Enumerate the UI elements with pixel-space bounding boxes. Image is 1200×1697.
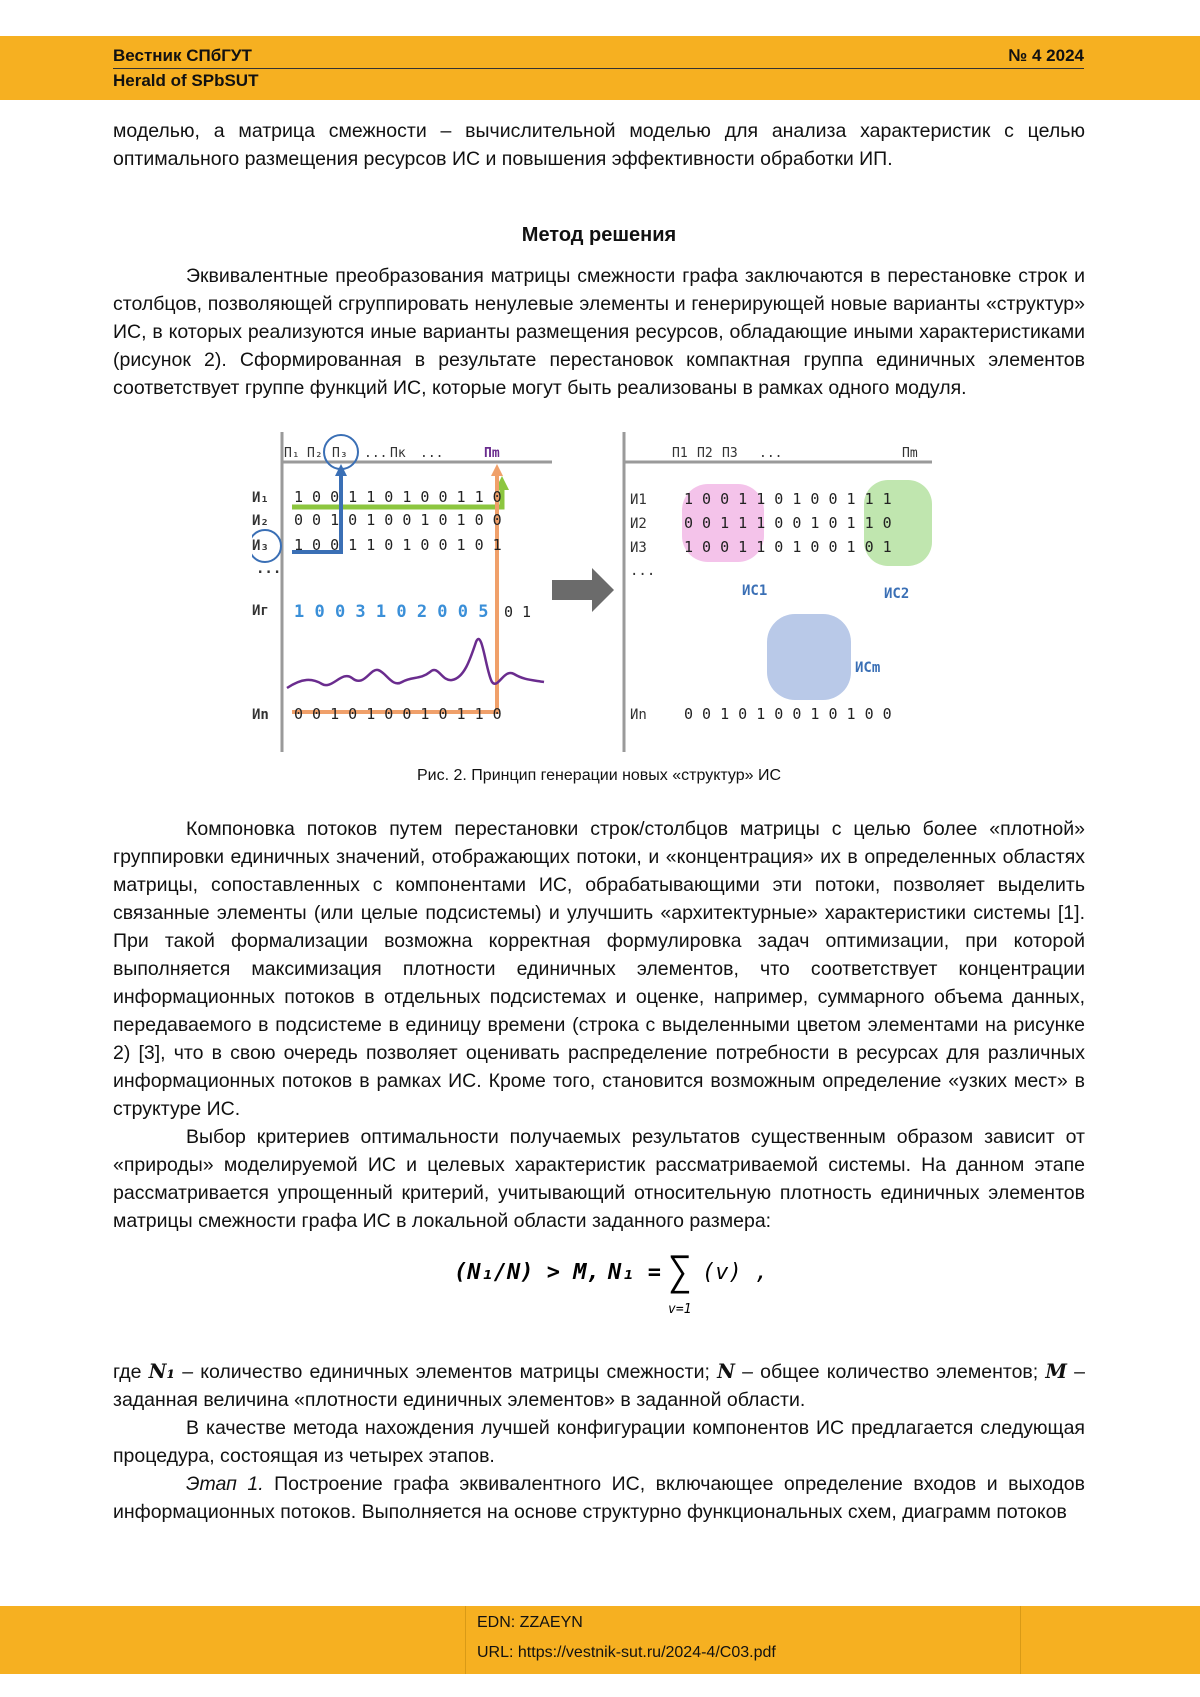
formula-sub: v=1 xyxy=(668,1302,692,1317)
left-col-p3: П₃ xyxy=(332,446,348,461)
in-label: Иn xyxy=(252,707,269,723)
ig-label: Иг xyxy=(252,603,269,619)
cluster-label-is1: ИС1 xyxy=(742,583,768,599)
cluster-ism-blob xyxy=(767,614,851,700)
left-row-values-3: 1 0 0 1 1 0 1 0 0 1 0 1 xyxy=(294,536,502,554)
paragraph-2-3-block xyxy=(113,815,1085,1235)
where-paragraph: где N₁ – количество единичных элементов матрицы смежности; N – общее количество элементов; M – заданная величина «плотности единичных элементов» в заданной области. xyxy=(113,1360,1085,1411)
stage-1-label: Этап 1. xyxy=(186,1473,264,1495)
footer-edn: EDN: ZZAEYN xyxy=(477,1614,583,1631)
ig-tail: 0 1 xyxy=(504,603,532,621)
transform-arrow xyxy=(552,568,614,612)
right-row-label-2: И2 xyxy=(630,516,647,532)
left-col-dots-2: ... xyxy=(420,446,444,461)
left-col-p1: П₁ xyxy=(284,446,300,461)
cluster-label-is2: ИС2 xyxy=(884,586,910,602)
paragraph-3: Выбор критериев оптимальности получаемых результатов существенным образом зависит от «природы» моделируемой ИС и целевых характеристик рассматриваемой системы. На данном этапе рассматривается упрощенный критерий, учитывающий относительную плотность единичных элементов матрицы смежности графа ИС в локальной области заданного размера: xyxy=(113,1126,1085,1232)
footer-url-link[interactable]: URL: https://vestnik-sut.ru/2024-4/C03.pdf xyxy=(477,1644,776,1661)
intro-block xyxy=(113,117,1085,173)
left-col-dots-1: ... xyxy=(364,446,388,461)
figure-caption: Рис. 2. Принцип генерации новых «структур» ИС xyxy=(417,767,781,784)
right-row-label-1: И1 xyxy=(630,492,647,508)
right-row-values-1: 1 0 0 1 1 0 1 0 0 1 1 1 xyxy=(684,490,892,508)
stage-1-paragraph xyxy=(113,1470,1085,1526)
page-footer xyxy=(0,1606,1200,1674)
left-col-pk: Пк xyxy=(390,446,406,461)
left-row-label-3: И₃ xyxy=(252,538,269,554)
in-values: 0 0 1 0 1 0 0 1 0 1 1 0 xyxy=(294,705,502,723)
left-col-pm: Пm xyxy=(484,446,500,461)
page-header xyxy=(0,36,1200,100)
right-in-label: Иn xyxy=(630,707,647,723)
formula-arg: (v) , xyxy=(702,1260,769,1285)
figure-2 xyxy=(252,432,948,762)
formula-sum: ∑ xyxy=(668,1249,693,1295)
right-col-p2: П2 xyxy=(697,446,713,461)
cluster-label-ism: ИСm xyxy=(855,660,881,676)
issue-number: № 4 2024 xyxy=(1008,46,1084,65)
var-n1: N₁ xyxy=(148,1360,176,1383)
section-title: Метод решения xyxy=(521,224,677,246)
paragraph-4-block xyxy=(113,1358,1085,1526)
density-curve xyxy=(287,639,544,688)
right-col-p3: П3 xyxy=(722,446,738,461)
right-row-values-3: 1 0 0 1 1 0 1 0 0 1 0 1 xyxy=(684,538,892,556)
figure-2-svg xyxy=(252,432,948,762)
paragraph-1-block xyxy=(113,262,1085,402)
footer-divider-right xyxy=(1020,1606,1021,1674)
journal-title-ru: Вестник СПбГУТ xyxy=(113,46,252,65)
right-col-p1: П1 xyxy=(672,446,688,461)
formula-n1: N₁ = xyxy=(608,1260,661,1285)
paragraph-1: Эквивалентные преобразования матрицы смежности графа заключаются в перестановке строк и столбцов, позволяющей сгруппировать ненулевые элементы и генерирующей новые варианты «структур» ИС, в которых реализуются иные варианты размещения ресурсов, обладающие иными характеристиками (рисунок 2). Сформированная в результате перестановок компактная группа единичных элементов соответствует группе функций ИС, которые могут быть реализованы в рамках одного модуля. xyxy=(113,265,1085,399)
right-col-dots: ... xyxy=(759,446,783,461)
formula-lhs: (N₁/N) > M, xyxy=(454,1260,600,1285)
intro-paragraph: моделью, а матрица смежности – вычислительной моделью для анализа характеристик с целью оптимального размещения ресурсов ИС и повышения эффективности обработки ИП. xyxy=(113,120,1085,170)
right-in-values: 0 0 1 0 1 0 0 1 0 1 0 0 xyxy=(684,705,892,723)
var-m: M xyxy=(1045,1360,1067,1383)
footer-divider-left xyxy=(465,1606,466,1674)
stage-1-text: Построение графа эквивалентного ИС, включающее определение входов и выходов информационных потоков. Выполняется на основе структурно функциональных схем, диаграмм потоков xyxy=(113,1473,1085,1523)
right-col-pm: Пm xyxy=(902,446,918,461)
formula xyxy=(450,1245,770,1325)
right-ellipsis: ... xyxy=(630,563,656,579)
var-n: N xyxy=(717,1360,735,1383)
paragraph-2: Компоновка потоков путем перестановки строк/столбцов матрицы с целью более «плотной» группировки единичных значений, отображающих потоки, и «концентрация» их в определенных областях матрицы, сопоставленных с компонентами ИС, обрабатывающими эти потоки, позволяет выделить связанные элементы (или целые подсистемы) и улучшить «архитектурные» характеристики системы [1]. При такой формализации возможна корректная формулировка задач оптимизации, при которой выполняется максимизация плотности единичных элементов, что соответствует концентрации информационных потоков в отдельных подсистемах и оценке, например, суммарного объема данных, передаваемого в подсистеме в единицу времени (строка с выделенными цветом элементами на рисунке 2) [3], что в свою очередь позволяет оценивать распределение потребности в ресурсах для различных информационных потоков в рамках ИС. Кроме того, становится возможным определение «узких мест» в структуре ИС. xyxy=(113,818,1085,1120)
left-ellipsis: ... xyxy=(256,561,282,577)
journal-title-en: Herald of SPbSUT xyxy=(113,71,259,90)
header-rule xyxy=(113,68,1084,69)
left-row-label-1: И₁ xyxy=(252,490,269,506)
left-col-p2: П₂ xyxy=(307,446,323,461)
right-row-label-3: И3 xyxy=(630,540,647,556)
right-row-values-2: 0 0 1 1 1 0 0 1 0 1 1 0 xyxy=(684,514,892,532)
left-row-values-1: 1 0 0 1 1 0 1 0 0 1 1 0 xyxy=(294,488,502,506)
left-row-label-2: И₂ xyxy=(252,513,269,529)
ig-values: 1 0 0 3 1 0 2 0 0 5 xyxy=(294,602,489,622)
paragraph-4: В качестве метода нахождения лучшей конфигурации компонентов ИС предлагается следующая процедура, состоящая из четырех этапов. xyxy=(113,1417,1085,1467)
formula-svg xyxy=(450,1245,770,1325)
left-row-values-2: 0 0 1 0 1 0 0 1 0 1 0 0 xyxy=(294,511,502,529)
